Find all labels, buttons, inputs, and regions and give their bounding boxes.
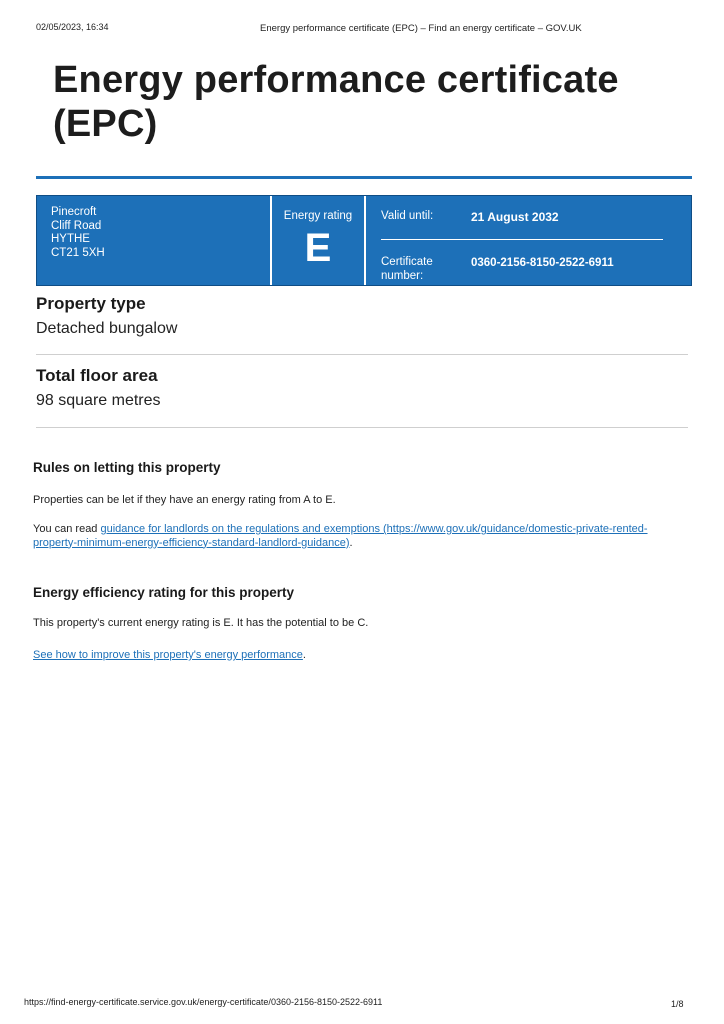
address-line-4: CT21 5XH — [51, 246, 105, 259]
print-header-date: 02/05/2023, 16:34 — [36, 22, 109, 32]
valid-until-value: 21 August 2032 — [471, 210, 559, 224]
letting-rules-heading: Rules on letting this property — [33, 460, 221, 475]
letting-guidance-suffix: . — [349, 536, 353, 549]
banner-divider — [364, 196, 366, 285]
address-line-2: Cliff Road — [51, 219, 102, 232]
floor-area-heading: Total floor area — [36, 366, 158, 385]
energy-rating-letter: E — [304, 226, 332, 270]
epc-summary-banner — [36, 195, 692, 286]
certificate-number-label: Certificate number: — [381, 256, 433, 282]
energy-rating-label: Energy rating — [283, 210, 353, 222]
address-line-3: HYTHE — [51, 233, 90, 245]
letting-rules-text: Properties can be let if they have an energy rating from A to E. — [33, 494, 336, 506]
improve-performance-text — [33, 649, 306, 663]
title-divider — [36, 176, 692, 179]
section-divider — [36, 427, 688, 428]
section-divider — [36, 354, 688, 355]
property-type-value: Detached bungalow — [36, 320, 178, 337]
improve-performance-link[interactable]: See how to improve this property's energy performance — [33, 649, 303, 661]
print-header-title: Energy performance certificate (EPC) – Find an energy certificate – GOV.UK — [260, 23, 582, 34]
valid-until-label: Valid until: — [381, 210, 434, 222]
banner-row-divider — [381, 239, 663, 240]
efficiency-rating-text: This property's current energy rating is E. It has the potential to be C. — [33, 617, 369, 629]
floor-area-value: 98 square metres — [36, 392, 161, 409]
property-type-heading: Property type — [36, 294, 146, 313]
letting-guidance-text — [33, 523, 673, 550]
landlord-guidance-link[interactable]: guidance for landlords on the regulations and exemptions (https://www.gov.uk/guidance/domestic-private-rented-property-minimum-energy-efficiency-standard-landlord-guidance) — [33, 523, 648, 549]
address-line-1: Pinecroft — [51, 206, 97, 218]
property-address — [51, 206, 105, 260]
certificate-number-value: 0360-2156-8150-2522-6911 — [471, 257, 614, 269]
letting-guidance-prefix: You can read — [33, 523, 101, 535]
efficiency-rating-heading: Energy efficiency rating for this property — [33, 585, 295, 600]
page-title: Energy performance certificate (EPC) — [53, 59, 619, 145]
improve-performance-suffix: . — [302, 649, 306, 661]
print-footer-page-number: 1/8 — [671, 999, 684, 1009]
print-footer-url: https://find-energy-certificate.service.gov.uk/energy-certificate/0360-2156-8150-2522-6911 — [24, 997, 383, 1007]
